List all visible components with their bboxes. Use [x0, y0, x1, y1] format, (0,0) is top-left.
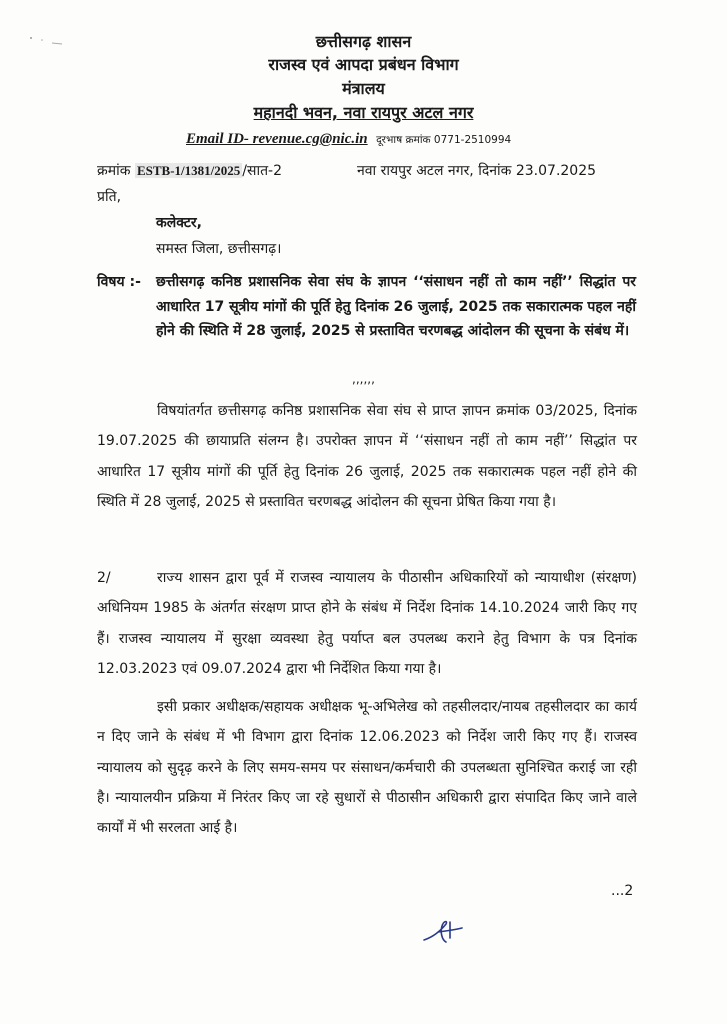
header-department: राजस्व एवं आपदा प्रबंधन विभाग [268, 55, 459, 74]
email-address: Email ID- revenue.cg@nic.in [186, 131, 368, 147]
contact-line [186, 131, 511, 148]
subject-label: विषय :- [97, 274, 141, 290]
paragraph-1-text: विषयांतर्गत छत्तीसगढ़ कनिष्ठ प्रशासनिक सेवा संघ से प्राप्त ज्ञापन क्रमांक 03/2025, दिनांक 19.07.2025 की छायाप्रति संलग्न है। उपरोक्त ज्ञापन में ‘‘संसाधन नहीं तो काम नहीं’’ सिद्धांत पर आधारित 17 सूत्रीय मांगों की पूर्ति हेतु दिनांक 26 जुलाई, 2025 तक सकारात्मक पहल नहीं होने की स्थिति में 28 जुलाई, 2025 से प्रस्तावित चरणबद्ध आंदोलन की सूचना प्रेषित किया गया है। [97, 403, 637, 510]
header-address [0, 103, 727, 123]
place-date: नवा रायपुर अटल नगर, दिनांक 23.07.2025 [357, 163, 597, 179]
subject-text: छत्तीसगढ़ कनिष्ठ प्रशासनिक सेवा संघ के ज्ञापन ‘‘संसाधन नहीं तो काम नहीं’’ सिद्धांत पर आधारित 17 सूत्रीय मांगों की पूर्ति हेतु दिनांक 26 जुलाई, 2025 तक सकारात्मक पहल नहीं होने की स्थिति में 28 जुलाई, 2025 से प्रस्तावित चरणबद्ध आंदोलन की सूचना के संबंध में। [156, 274, 636, 339]
reference-code: ESTB-1/1381/2025 [136, 163, 241, 178]
continued-page-marker: ...2 [611, 883, 634, 899]
header-government: छत्तीसगढ़ शासन [315, 32, 412, 51]
reference-label: क्रमांक [97, 163, 131, 179]
paragraph-1 [97, 396, 637, 517]
paragraph-2 [97, 563, 637, 684]
header-ministry: मंत्रालय [342, 79, 385, 98]
recipient-address: समस्त जिला, छत्तीसगढ़। [156, 241, 282, 257]
recipient-name: कलेक्टर, [156, 215, 202, 231]
paragraph-2-number: 2/ [97, 570, 111, 586]
reference-number [97, 161, 282, 181]
header-address-text: महानदी भवन, नवा रायपुर अटल नगर [253, 103, 474, 122]
paragraph-3-text: इसी प्रकार अधीक्षक/सहायक अधीक्षक भू-अभिलेख को तहसीलदार/नायब तहसीलदार का कार्य न दिए जाने के संबंध में भी विभाग द्वारा दिनांक 12.06.2023 को निर्देश जारी किए गए हैं। राजस्व न्यायालय को सुदृढ़ करने के लिए समय-समय पर संसाधन/कर्मचारी की उपलब्धता सुनिश्चित कराई जा रही है। न्यायालयीन प्रक्रिया में निरंतर किए जा रहे सुधारों से पीठासीन अधिकारी द्वारा संपादित किए जाने वाले कार्यों में भी सरलता आई है। [97, 699, 637, 837]
reference-suffix: /सात-2 [242, 163, 283, 179]
paragraph-3 [97, 692, 637, 843]
phone-number: दूरभाष क्रमांक 0771-2510994 [376, 134, 512, 146]
paragraph-2-text: राज्य शासन द्वारा पूर्व में राजस्व न्यायालय के पीठासीन अधिकारियों को न्यायाधीश (संरक्षण) अधिनियम 1985 के अंतर्गत संरक्षण प्राप्त होने के संबंध में निर्देश दिनांक 14.10.2024 जारी किए गए हैं। राजस्व न्यायालय में सुरक्षा व्यवस्था हेतु पर्याप्त बल उपलब्ध कराने हेतु विभाग के पत्र दिनांक 12.03.2023 एवं 09.07.2024 द्वारा भी निर्देशित किया गया है। [97, 570, 637, 677]
signature-initial [420, 912, 464, 946]
to-label: प्रति, [97, 189, 122, 205]
ditto-marks: ,,,,,, [352, 372, 375, 386]
